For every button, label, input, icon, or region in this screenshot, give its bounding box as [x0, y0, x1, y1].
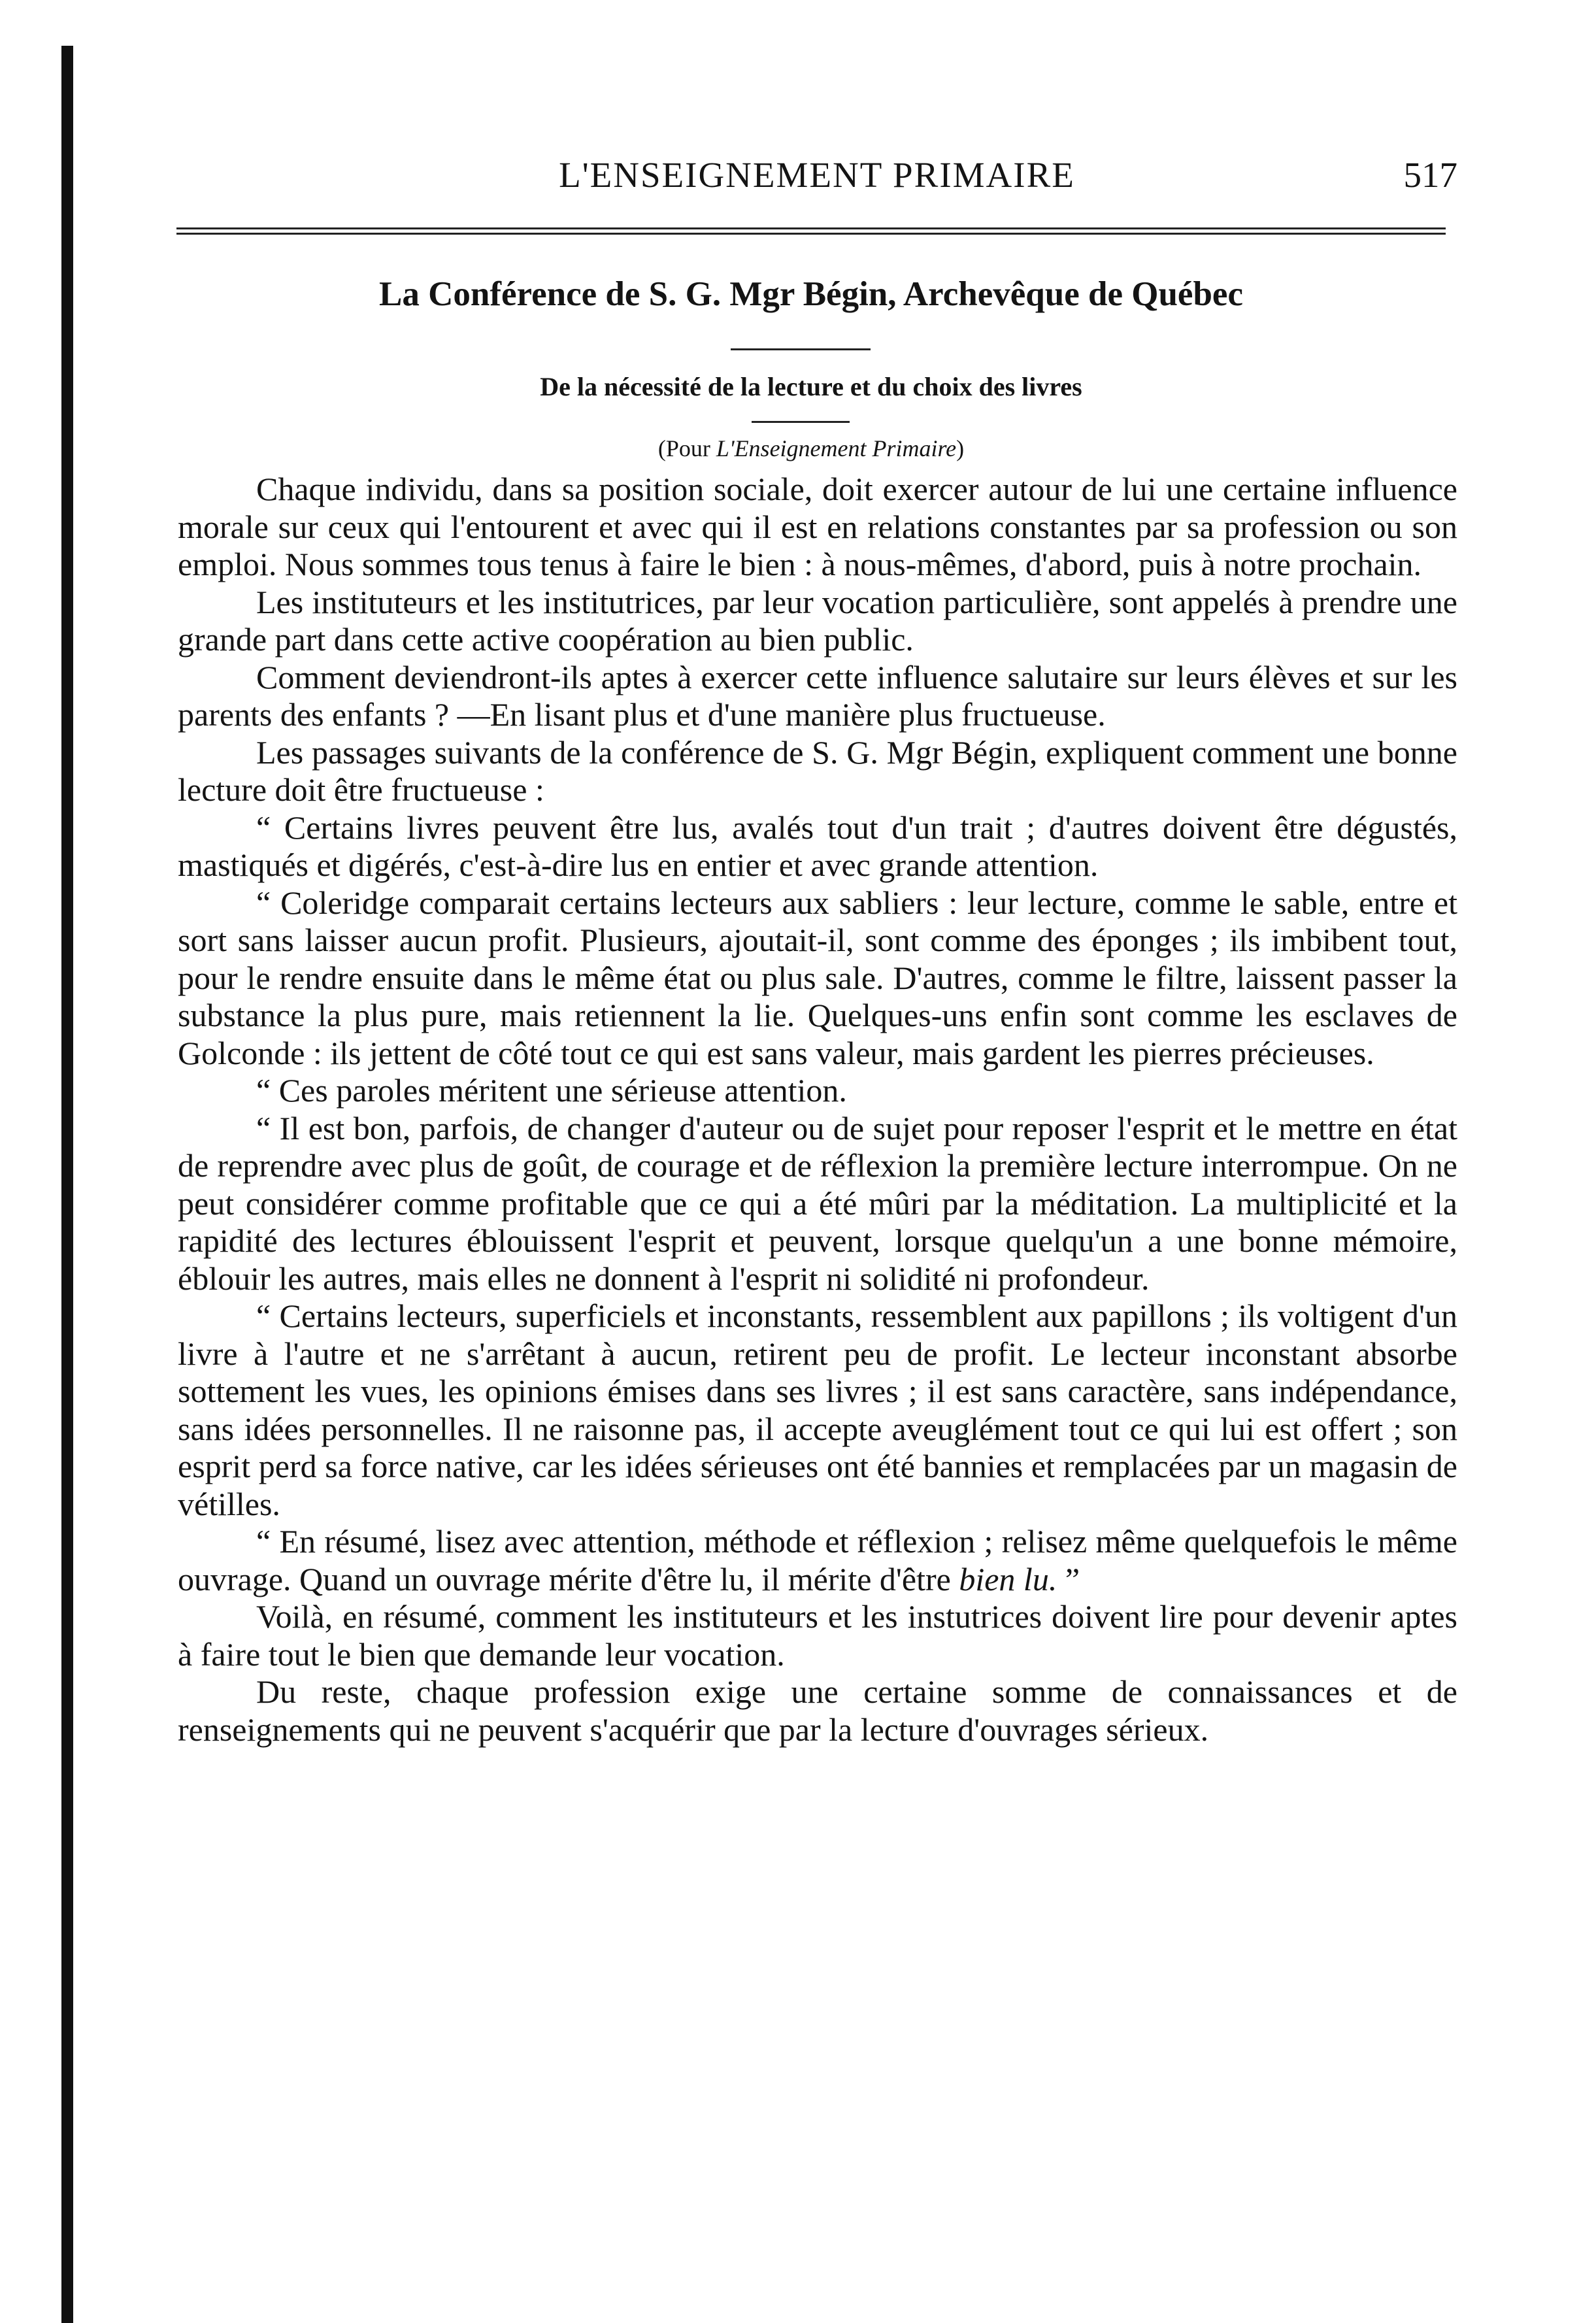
paragraph: Les instituteurs et les institutrices, par leur vocation particulière, sont appelés à prendre une grande part dans cette active coopération au bien public. — [178, 583, 1457, 658]
title-rule — [731, 348, 871, 350]
closing-quote-paragraph — [178, 1523, 1457, 1598]
header-rule — [176, 227, 1446, 235]
paragraph: Comment deviendront-ils aptes à exercer cette influence salutaire sur leurs élèves et sur les parents des enfants ? —En lisant plus et d'une manière plus fructueuse. — [178, 658, 1457, 733]
quote-paragraph: “ Certains lecteurs, superficiels et inconstants, ressemblent aux papillons ; ils voltigent d'un livre à l'autre et ne s'arrêtant à aucun, retirent peu de profit. Le lecteur inconstant absorbe sottement les vues, les opinions émises dans ses livres ; il est sans caractère, sans indépendance, sans idées personnelles. Il ne raisonne pas, il accepte aveuglément tout ce qui lui est offert ; son esprit perd sa force native, car les idées sérieuses ont été bannies et remplacées par un magasin de vétilles. — [178, 1297, 1457, 1522]
article-body — [178, 471, 1457, 1748]
paragraph: Du reste, chaque profession exige une certaine somme de connaissances et de renseignements qui ne peuvent s'acquérir que par la lecture d'ouvrages sérieux. — [178, 1673, 1457, 1748]
byline — [176, 435, 1446, 462]
closing-quote-text: “ En résumé, lisez avec attention, méthode et réflexion ; relisez même quelquefois le même ouvrage. Quand un ouvrage mérite d'être lu, il mérite d'être — [178, 1523, 1457, 1597]
paragraph: Chaque individu, dans sa position sociale, doit exercer autour de lui une certaine influence morale sur ceux qui l'entourent et avec qui il est en relations constantes par sa profession ou son emploi. Nous sommes tous tenus à faire le bien : à nous-mêmes, d'abord, puis à notre prochain. — [178, 471, 1457, 582]
article-subtitle: De la nécessité de la lecture et du choix des livres — [540, 372, 1082, 401]
quote-paragraph: “ Il est bon, parfois, de changer d'auteur ou de sujet pour reposer l'esprit et le mettre en état de reprendre avec plus de goût, de courage et de réflexion la première lecture interrompue. On ne peut considérer comme profitable que ce qui a été mûri par la méditation. La multiplicité et la rapidité des lectures éblouissent l'esprit et peuvent, lorsque quelqu'un a une bonne mémoire, éblouir les autres, mais elles ne donnent à l'esprit ni solidité ni profondeur. — [178, 1109, 1457, 1297]
subtitle-rule — [752, 421, 850, 423]
byline-prefix: (Pour — [657, 435, 716, 461]
byline-journal: L'Enseignement Primaire — [716, 435, 957, 461]
paragraph: Les passages suivants de la conférence de S. G. Mgr Bégin, expliquent comment une bonne lecture doit être fructueuse : — [178, 733, 1457, 808]
quote-paragraph: “ Ces paroles méritent une sérieuse attention. — [256, 1072, 847, 1109]
page-binding-edge — [61, 46, 73, 2323]
running-header — [176, 154, 1457, 207]
page-number: 517 — [1403, 155, 1457, 195]
byline-suffix: ) — [956, 435, 965, 461]
closing-quote-emphasis: bien lu. — [959, 1560, 1057, 1597]
article-title: La Conférence de S. G. Mgr Bégin, Archevêque de Québec — [379, 275, 1243, 313]
quote-paragraph: “ Coleridge comparait certains lecteurs aux sabliers : leur lecture, comme le sable, entre et sort sans laisser aucun profit. Plusieurs, ajoutait-il, sont comme des éponges ; ils imbibent tout, pour le rendre ensuite dans le même état ou plus sale. D'autres, comme le filtre, laissent passer la substance la plus pure, mais retiennent la lie. Quelques-uns enfin sont comme les esclaves de Golconde : ils jettent de côté tout ce qui est sans valeur, mais gardent les pierres précieuses. — [178, 884, 1457, 1071]
quote-paragraph: “ Certains livres peuvent être lus, avalés tout d'un trait ; d'autres doivent être dégustés, mastiqués et digérés, c'est-à-dire lus en entier et avec grande attention. — [178, 809, 1457, 883]
running-title: L'ENSEIGNEMENT PRIMAIRE — [559, 155, 1075, 195]
paragraph: Voilà, en résumé, comment les instituteurs et les instutrices doivent lire pour devenir aptes à faire tout le bien que demande leur vocation. — [178, 1598, 1457, 1673]
closing-quote-end: ” — [1057, 1560, 1080, 1597]
